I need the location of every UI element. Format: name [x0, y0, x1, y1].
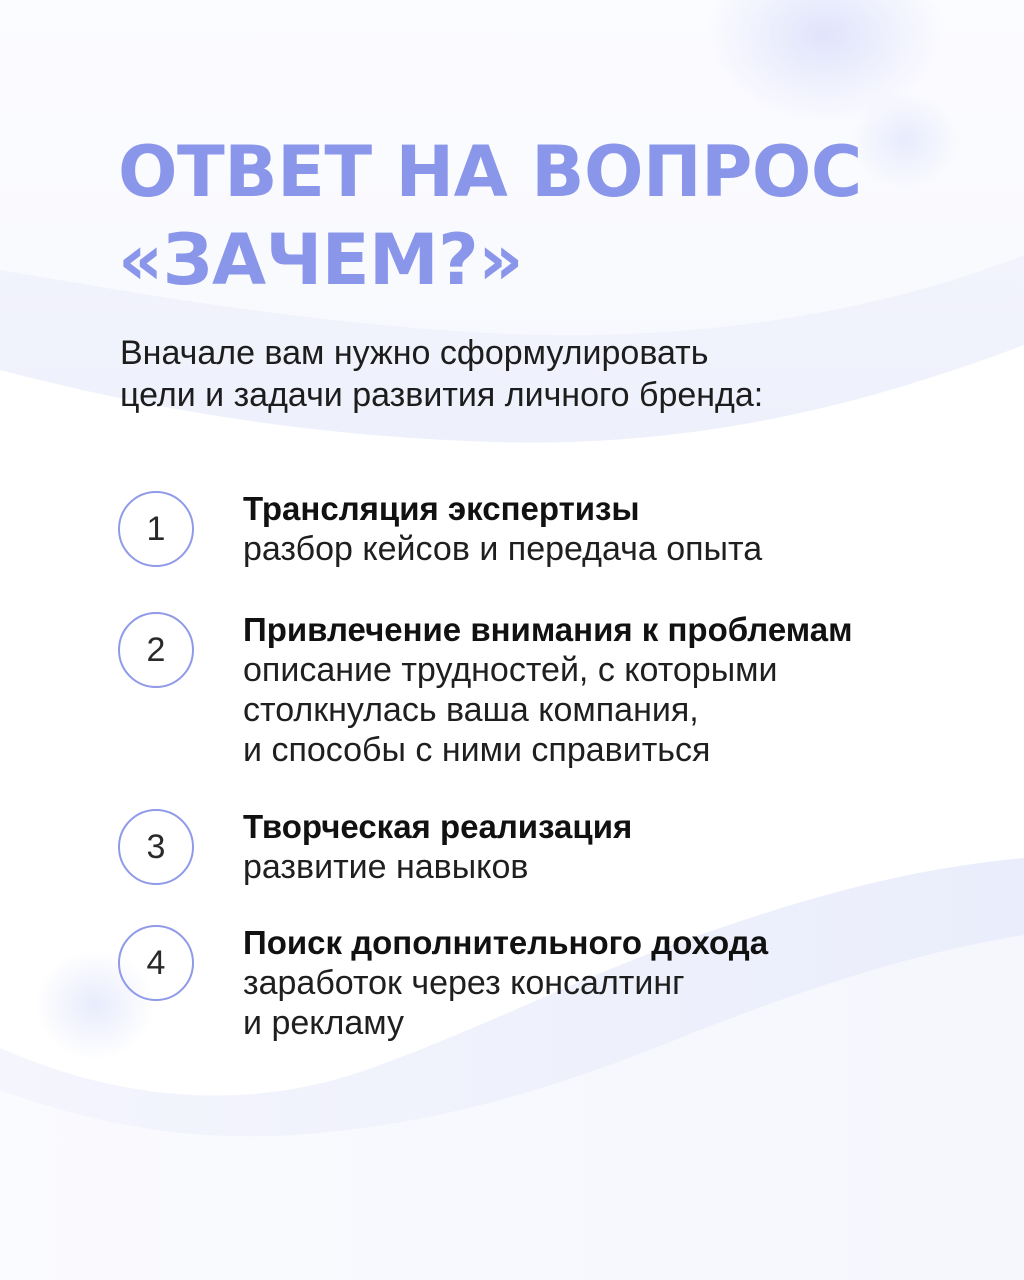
number-badge-4: 4 [118, 925, 194, 1001]
goal-description-2-line-3: и способы с ними справиться [243, 731, 711, 769]
goal-description-4-line-1: заработок через консалтинг [243, 964, 685, 1002]
goal-description-2-line-2: столкнулась ваша компания, [243, 691, 699, 729]
page-title [118, 128, 862, 304]
goal-description-1-line-1: разбор кейсов и передача опыта [243, 530, 763, 568]
intro-line-2: цели и задачи развития личного бренда: [120, 376, 764, 414]
goal-title-1: Трансляция экспертизы [243, 490, 640, 527]
goal-text-3 [243, 807, 1003, 887]
goal-description-2-line-1: описание трудностей, с которыми [243, 651, 778, 689]
goal-title-3: Творческая реализация [243, 808, 633, 845]
intro-line-1: Вначале вам нужно сформулировать [120, 334, 709, 372]
goal-text-1 [243, 489, 1003, 569]
number-badge-1: 1 [118, 491, 194, 567]
title-line-2: «ЗАЧЕМ?» [118, 219, 523, 301]
title-line-1: ОТВЕТ НА ВОПРОС [118, 131, 862, 213]
goal-description-3-line-1: развитие навыков [243, 848, 529, 886]
goal-description-4-line-2: и рекламу [243, 1004, 405, 1042]
number-badge-2: 2 [118, 612, 194, 688]
intro-text [120, 332, 763, 416]
goal-title-2: Привлечение внимания к проблемам [243, 611, 853, 648]
goal-text-4 [243, 923, 1003, 1043]
goal-text-2 [243, 610, 1003, 770]
number-badge-3: 3 [118, 809, 194, 885]
goal-title-4: Поиск дополнительного дохода [243, 924, 769, 961]
